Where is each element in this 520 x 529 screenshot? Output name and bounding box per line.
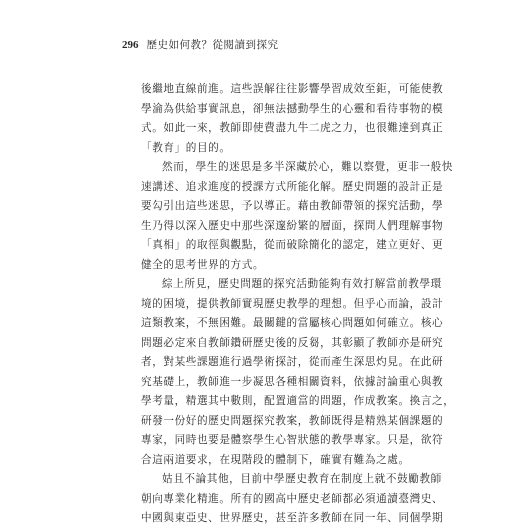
body-text [141, 80, 455, 529]
text-line: 健全的思考世界的方式。 [141, 258, 265, 271]
text-line: 生乃得以深入歷史中那些深邃紛繁的層面，探問人們理解事物 [141, 219, 444, 232]
text-line: 綜上所見，歷史問題的探究活動能夠有效打解當前教學環 [162, 278, 442, 290]
page-header [122, 37, 279, 51]
text-line: 姑且不論其他，目前中學歷史教育在制度上就不鼓勵教師 [162, 473, 442, 485]
text-line: 專家，同時也要是體察學生心智狀態的教學專家。只是，欲符 [141, 434, 444, 446]
text-line: 速講述、追求進度的授課方式所能化解。歷史問題的設計正是 [141, 180, 444, 193]
text-line: 者，對某些課題進行過學術探討，從而產生深思灼見。在此研 [141, 356, 444, 368]
text-line: 「教育」的目的。 [141, 141, 231, 154]
text-line: 研發一份好的歷史問題探究教案，教師既得是精熟某個課題的 [141, 414, 444, 427]
text-line: 究基礎上，教師進一步凝思各種相關資料，依據討論重心與教 [141, 375, 444, 388]
text-line: 然而，學生的迷思是多半深藏於心，難以察覺，更非一般快 [162, 161, 454, 173]
running-title: 歷史如何教？從閱讀到探究 [146, 39, 279, 51]
text-line: 學考量，精選其中數則，配置適當的問題，作成教案。換言之， [141, 395, 455, 407]
text-line: 這類教案，不無困難。最關鍵的當屬核心問題如何確立。核心 [141, 317, 444, 329]
text-line: 朝向專業化精進。所有的國高中歷史老師都必須通讀臺灣史、 [141, 492, 444, 505]
text-line: 合這兩道要求，在現階段的體制下，確實有難為之處。 [141, 453, 410, 466]
text-line: 式。如此一來，教師即使費盡九牛二虎之力，也很難達到真正 [141, 122, 444, 134]
text-line: 問題必定來自教師鑽研歷史後的反芻，其彰顯了教師亦是研究 [141, 336, 444, 349]
text-line: 中國與東亞史、世界歷史，甚至許多教師在同一年、同個學期 [141, 512, 444, 524]
text-line: 學淪為供給事實訊息，卻無法撼動學生的心靈和看待事物的模 [141, 102, 444, 115]
text-line: 「真相」的取徑與觀點，從而破除簡化的認定，建立更好、更 [141, 239, 444, 251]
text-line: 後繼地直線前進。這些誤解往往影響學習成效至鉅，可能使教 [141, 83, 444, 95]
page-number: 296 [122, 39, 139, 51]
text-line: 境的困境，提供教師實現歷史教學的理想。但乎心而論，設計 [141, 297, 444, 310]
text-line: 要勾引出這些迷思，予以導正。藉由教師帶領的探究活動，學 [141, 200, 444, 212]
